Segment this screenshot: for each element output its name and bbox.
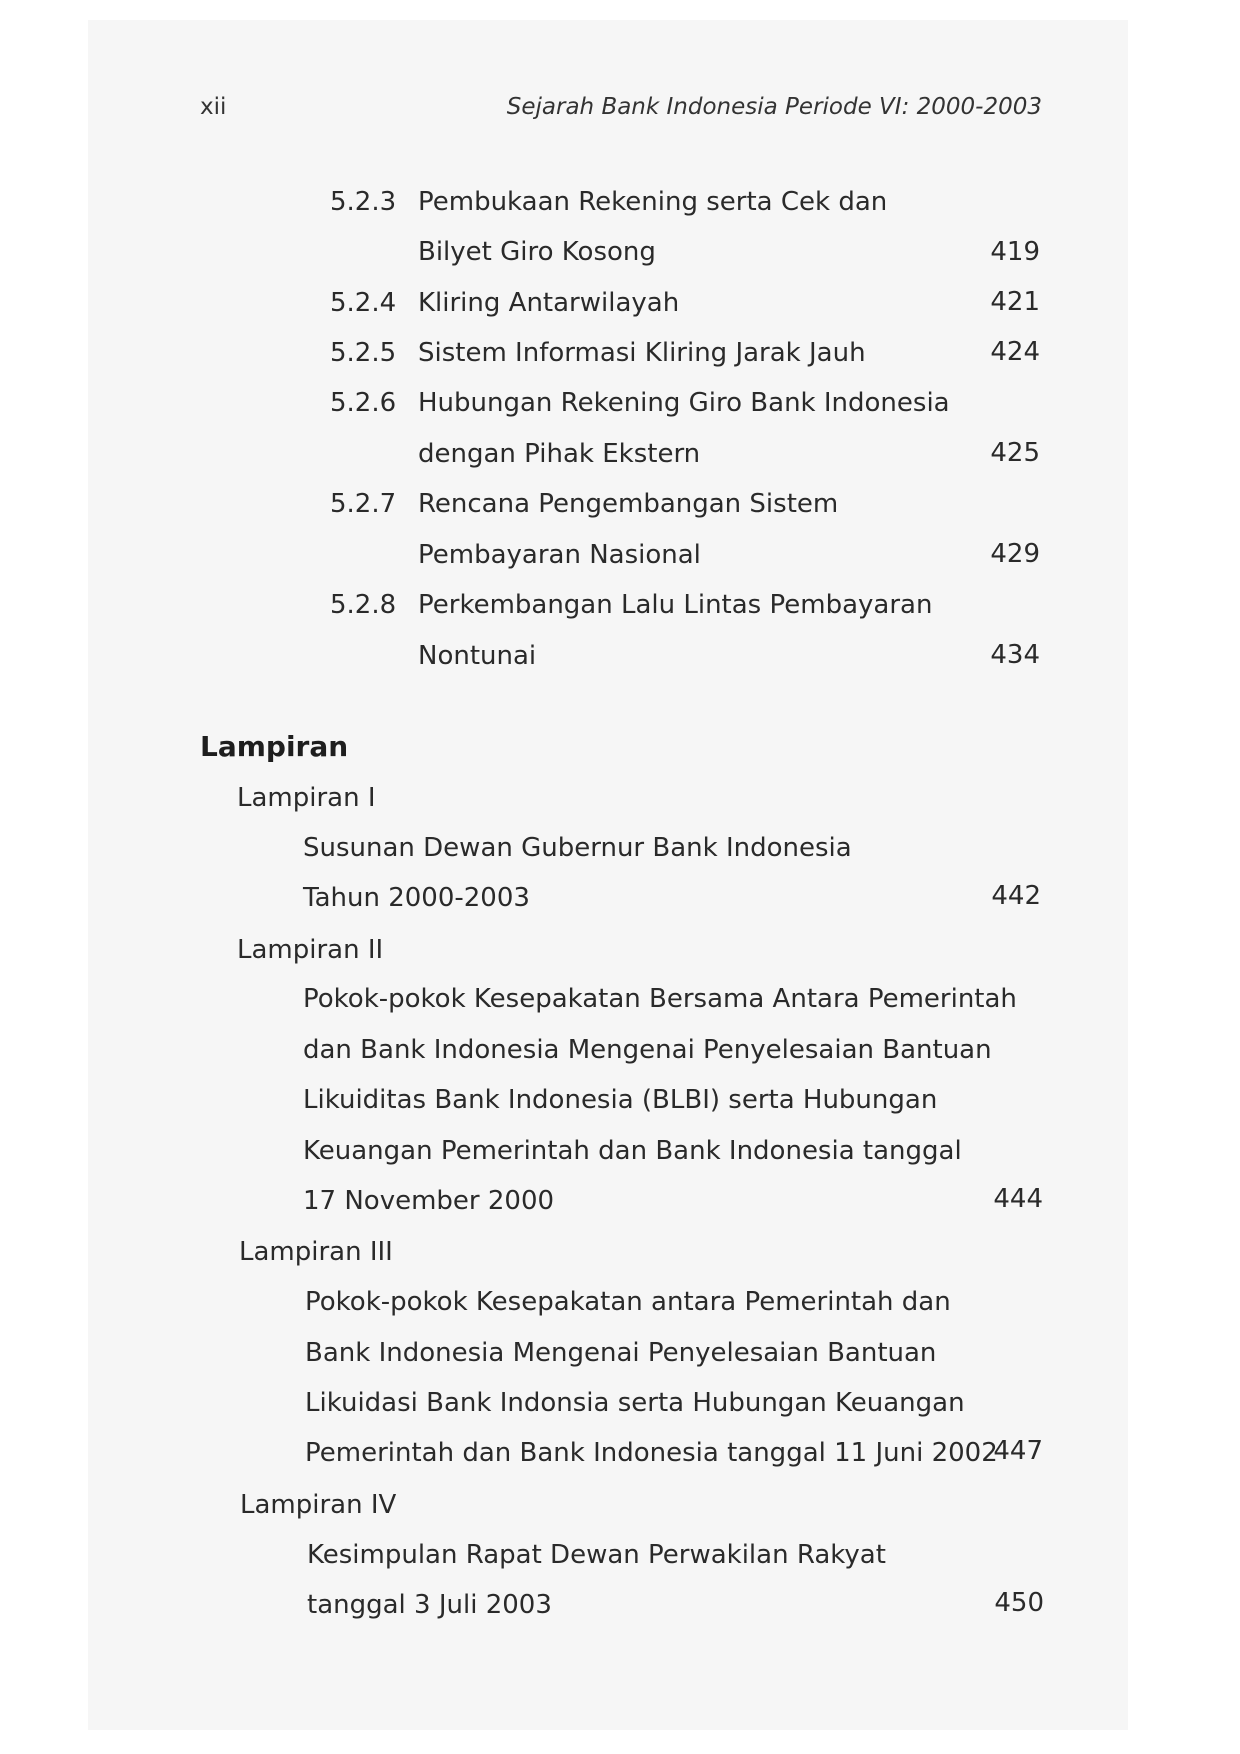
appendix-item-label: Lampiran IV xyxy=(240,1490,397,1520)
page-number: xii xyxy=(200,94,227,120)
toc-entry-page: 424 xyxy=(990,337,1040,367)
toc-entry-line: dengan Pihak Ekstern xyxy=(418,439,701,469)
appendix-heading: Lampiran xyxy=(200,730,349,763)
appendix-item-line: Pokok-pokok Kesepakatan antara Pemerintah dan xyxy=(305,1287,951,1317)
toc-entry-line: Hubungan Rekening Giro Bank Indonesia xyxy=(418,388,950,418)
appendix-item-line: Tahun 2000-2003 xyxy=(303,883,530,913)
appendix-item-label: Lampiran III xyxy=(239,1237,393,1267)
document-page xyxy=(88,20,1128,1730)
appendix-item-label: Lampiran I xyxy=(237,783,376,813)
appendix-item-line: tanggal 3 Juli 2003 xyxy=(307,1590,552,1620)
toc-entry-number: 5.2.4 xyxy=(330,288,397,318)
appendix-item-line: Likuidasi Bank Indonsia serta Hubungan Keuangan xyxy=(305,1388,965,1418)
appendix-item-line: Likuiditas Bank Indonesia (BLBI) serta Hubungan xyxy=(303,1085,938,1115)
appendix-item-line: Susunan Dewan Gubernur Bank Indonesia xyxy=(303,833,852,863)
toc-entry-line: Sistem Informasi Kliring Jarak Jauh xyxy=(418,338,866,368)
toc-entry-page: 434 xyxy=(990,640,1040,670)
appendix-item-line: Keuangan Pemerintah dan Bank Indonesia tanggal xyxy=(303,1136,962,1166)
appendix-item-label: Lampiran II xyxy=(237,935,384,965)
appendix-item-line: 17 November 2000 xyxy=(303,1186,555,1216)
appendix-item-line: Bank Indonesia Mengenai Penyelesaian Bantuan xyxy=(305,1338,937,1368)
appendix-item-line: Kesimpulan Rapat Dewan Perwakilan Rakyat xyxy=(307,1540,886,1570)
appendix-item-line: Pokok-pokok Kesepakatan Bersama Antara Pemerintah xyxy=(303,984,1017,1014)
toc-entry-line: Kliring Antarwilayah xyxy=(418,288,680,318)
appendix-item-line: Pemerintah dan Bank Indonesia tanggal 11 Juni 2002 xyxy=(305,1438,998,1468)
toc-entry-number: 5.2.7 xyxy=(330,489,397,519)
toc-entry-line: Perkembangan Lalu Lintas Pembayaran xyxy=(418,590,933,620)
appendix-item-page: 442 xyxy=(991,881,1041,911)
appendix-item-page: 444 xyxy=(993,1184,1043,1214)
toc-entry-number: 5.2.3 xyxy=(330,187,397,217)
toc-entry-page: 429 xyxy=(990,539,1040,569)
toc-entry-page: 425 xyxy=(990,438,1040,468)
toc-entry-line: Nontunai xyxy=(418,641,537,671)
toc-entry-page: 419 xyxy=(990,237,1040,267)
toc-entry-page: 421 xyxy=(990,287,1040,317)
toc-entry-line: Pembayaran Nasional xyxy=(418,540,701,570)
appendix-item-page: 450 xyxy=(994,1588,1044,1618)
toc-entry-line: Pembukaan Rekening serta Cek dan xyxy=(418,187,888,217)
toc-entry-number: 5.2.6 xyxy=(330,388,397,418)
running-title: Sejarah Bank Indonesia Periode VI: 2000-2003 xyxy=(506,94,1042,120)
toc-entry-line: Rencana Pengembangan Sistem xyxy=(418,489,839,519)
toc-entry-number: 5.2.5 xyxy=(330,338,397,368)
appendix-item-page: 447 xyxy=(993,1436,1043,1466)
toc-entry-line: Bilyet Giro Kosong xyxy=(418,237,656,267)
appendix-item-line: dan Bank Indonesia Mengenai Penyelesaian Bantuan xyxy=(303,1035,992,1065)
toc-entry-number: 5.2.8 xyxy=(330,590,397,620)
